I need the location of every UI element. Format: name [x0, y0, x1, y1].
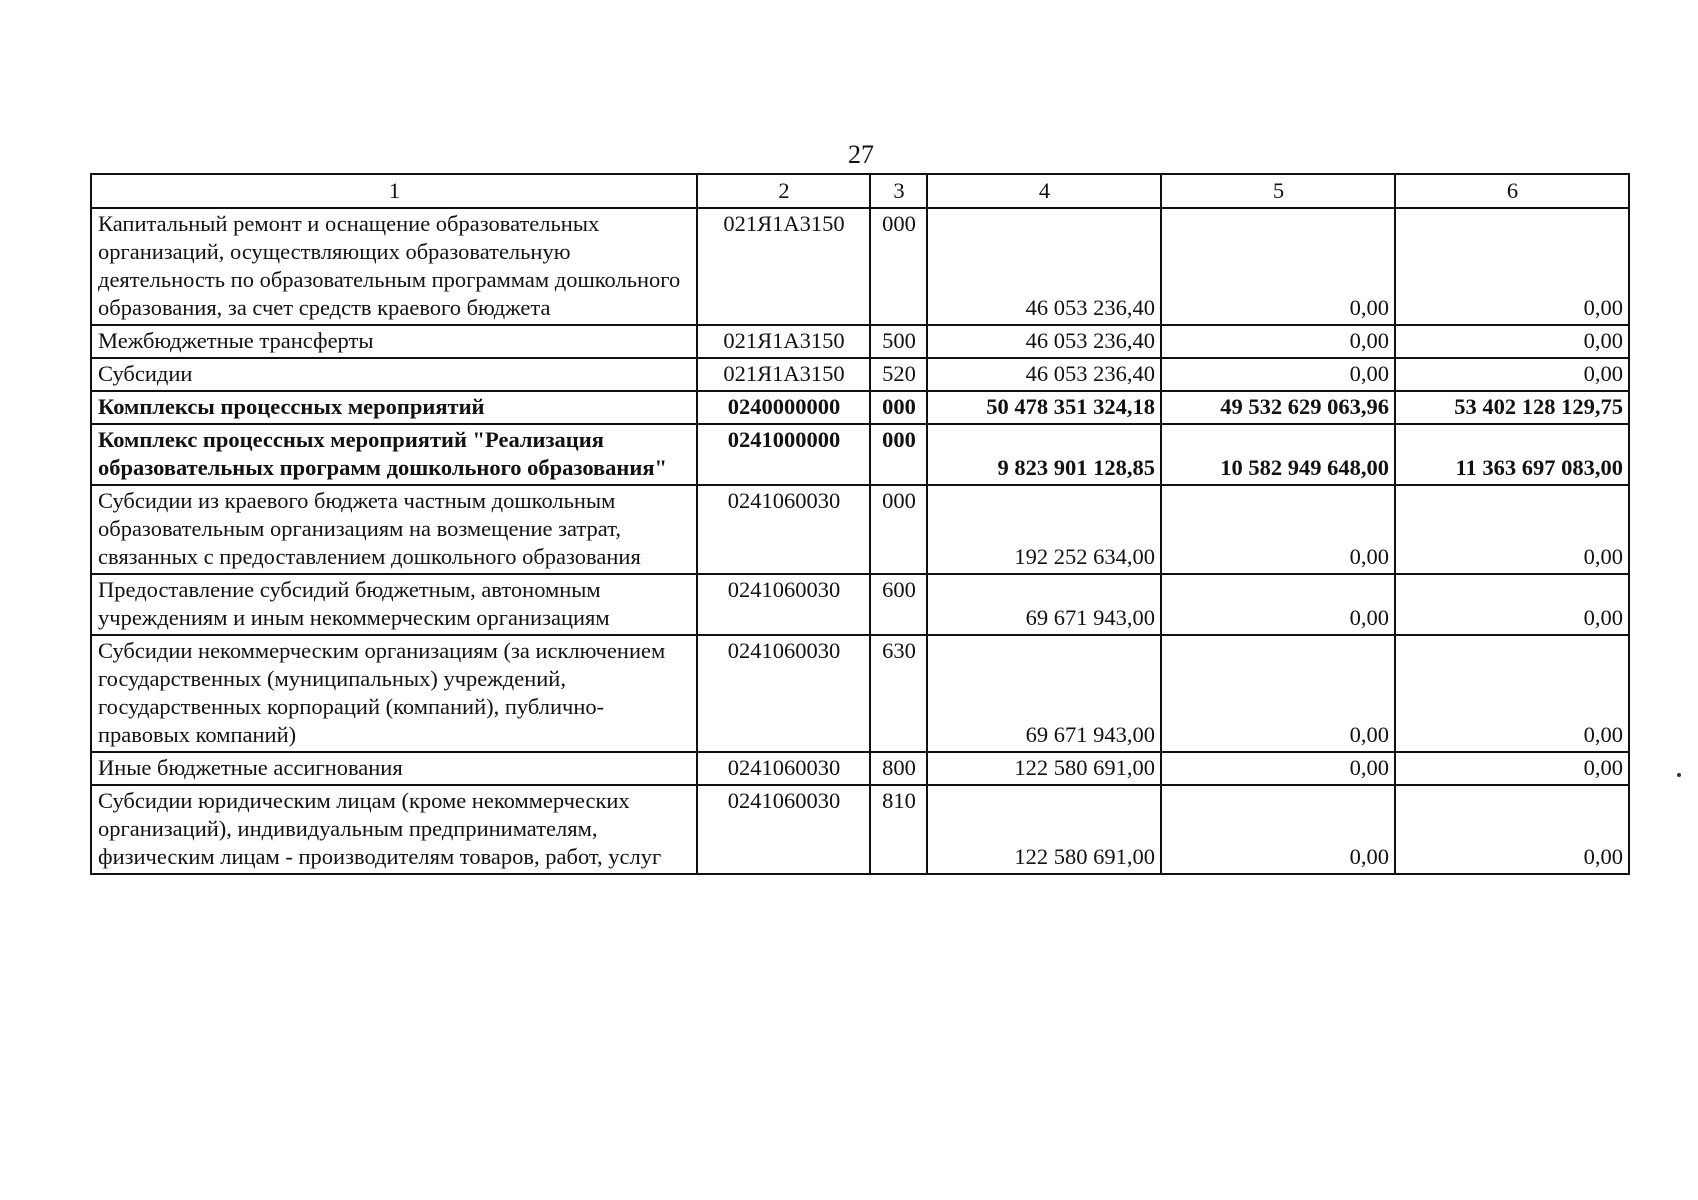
row-amount-year-3: 0,00 [1395, 485, 1629, 574]
row-code: 021Я1А3150 [697, 358, 870, 391]
table-row [91, 325, 1629, 358]
page-number: 27 [848, 140, 874, 169]
row-amount-year-2: 10 582 949 648,00 [1161, 424, 1395, 485]
row-amount-year-3: 0,00 [1395, 325, 1629, 358]
table-row-subsection-total [91, 424, 1629, 485]
row-amount-year-2: 0,00 [1161, 358, 1395, 391]
table-row [91, 785, 1629, 874]
column-number-4: 4 [927, 174, 1161, 208]
row-expense-type: 810 [870, 785, 927, 874]
row-amount-year-3: 0,00 [1395, 574, 1629, 635]
row-amount-year-1: 69 671 943,00 [927, 574, 1161, 635]
row-expense-type: 000 [870, 208, 927, 325]
row-amount-year-2: 0,00 [1161, 574, 1395, 635]
row-amount-year-1: 192 252 634,00 [927, 485, 1161, 574]
column-number-header-row [91, 174, 1629, 208]
row-amount-year-3: 0,00 [1395, 785, 1629, 874]
row-amount-year-2: 0,00 [1161, 485, 1395, 574]
table-row [91, 635, 1629, 752]
row-expense-type: 800 [870, 752, 927, 785]
row-name: Комплексы процессных мероприятий [91, 391, 697, 424]
row-name: Иные бюджетные ассигнования [91, 752, 697, 785]
table-row [91, 485, 1629, 574]
row-code: 0240000000 [697, 391, 870, 424]
table-row [91, 574, 1629, 635]
row-amount-year-1: 46 053 236,40 [927, 208, 1161, 325]
row-amount-year-1: 9 823 901 128,85 [927, 424, 1161, 485]
row-expense-type: 500 [870, 325, 927, 358]
row-amount-year-1: 46 053 236,40 [927, 325, 1161, 358]
row-name: Субсидии некоммерческим организациям (за исключением государственных (муниципальных) учреждений, государственных корпораций (компаний), публично-правовых компаний) [91, 635, 697, 752]
row-expense-type: 000 [870, 485, 927, 574]
row-amount-year-3: 11 363 697 083,00 [1395, 424, 1629, 485]
row-expense-type: 000 [870, 424, 927, 485]
row-code: 0241060030 [697, 574, 870, 635]
row-name: Межбюджетные трансферты [91, 325, 697, 358]
budget-table [90, 173, 1630, 875]
row-code: 021Я1А3150 [697, 325, 870, 358]
row-code: 0241060030 [697, 635, 870, 752]
row-amount-year-3: 0,00 [1395, 358, 1629, 391]
row-amount-year-1: 122 580 691,00 [927, 785, 1161, 874]
row-expense-type: 520 [870, 358, 927, 391]
row-amount-year-3: 0,00 [1395, 635, 1629, 752]
row-name: Субсидии [91, 358, 697, 391]
column-number-6: 6 [1395, 174, 1629, 208]
table-row-section-total [91, 391, 1629, 424]
row-code: 021Я1А3150 [697, 208, 870, 325]
row-amount-year-3: 53 402 128 129,75 [1395, 391, 1629, 424]
row-expense-type: 000 [870, 391, 927, 424]
column-number-2: 2 [697, 174, 870, 208]
row-code: 0241000000 [697, 424, 870, 485]
row-amount-year-2: 0,00 [1161, 635, 1395, 752]
row-name: Комплекс процессных мероприятий "Реализация образовательных программ дошкольного образования" [91, 424, 697, 485]
row-code: 0241060030 [697, 752, 870, 785]
row-amount-year-2: 0,00 [1161, 785, 1395, 874]
row-amount-year-2: 0,00 [1161, 208, 1395, 325]
table-row [91, 358, 1629, 391]
row-code: 0241060030 [697, 485, 870, 574]
table-row [91, 752, 1629, 785]
column-number-1: 1 [91, 174, 697, 208]
row-name: Субсидии юридическим лицам (кроме некоммерческих организаций), индивидуальным предпринимателям, физическим лицам - производителям товаров, работ, услуг [91, 785, 697, 874]
row-expense-type: 630 [870, 635, 927, 752]
row-amount-year-3: 0,00 [1395, 752, 1629, 785]
row-amount-year-1: 50 478 351 324,18 [927, 391, 1161, 424]
column-number-3: 3 [870, 174, 927, 208]
row-name: Субсидии из краевого бюджета частным дошкольным образовательным организациям на возмещение затрат, связанных с предоставлением дошкольного образования [91, 485, 697, 574]
table-row [91, 208, 1629, 325]
row-amount-year-2: 49 532 629 063,96 [1161, 391, 1395, 424]
row-name: Предоставление субсидий бюджетным, автономным учреждениям и иным некоммерческим организациям [91, 574, 697, 635]
row-name: Капитальный ремонт и оснащение образовательных организаций, осуществляющих образовательную деятельность по образовательным программам дошкольного образования, за счет средств краевого бюджета [91, 208, 697, 325]
row-amount-year-2: 0,00 [1161, 325, 1395, 358]
row-amount-year-1: 69 671 943,00 [927, 635, 1161, 752]
column-number-5: 5 [1161, 174, 1395, 208]
row-amount-year-3: 0,00 [1395, 208, 1629, 325]
row-expense-type: 600 [870, 574, 927, 635]
row-code: 0241060030 [697, 785, 870, 874]
row-amount-year-1: 122 580 691,00 [927, 752, 1161, 785]
row-amount-year-2: 0,00 [1161, 752, 1395, 785]
row-amount-year-1: 46 053 236,40 [927, 358, 1161, 391]
scan-speck [1677, 773, 1681, 777]
